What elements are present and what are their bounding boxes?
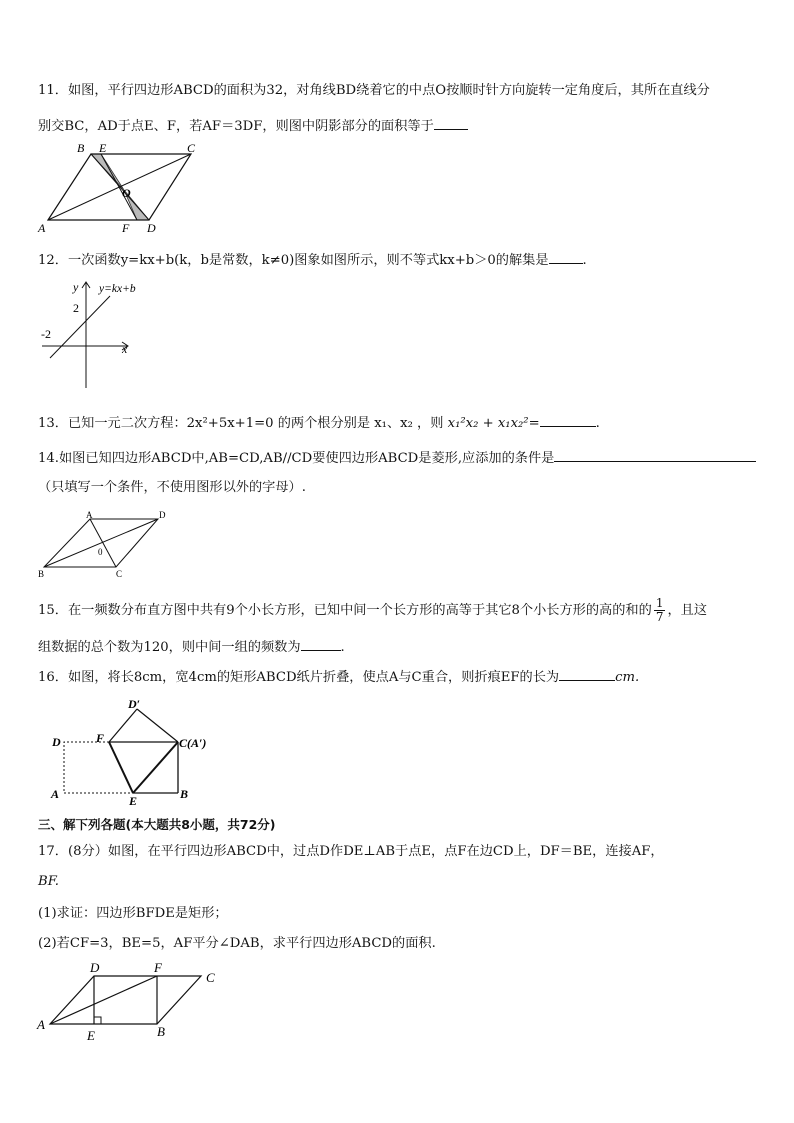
q14-diagonal-ac bbox=[90, 519, 116, 567]
q14-label-o: 0 bbox=[98, 547, 103, 557]
q17-label-c: C bbox=[206, 970, 215, 985]
q15-line2-text: 组数据的总个数为120，则中间一组的频数为 bbox=[38, 640, 301, 655]
q16-label-b: B bbox=[180, 787, 189, 801]
q17-label-b: B bbox=[157, 1024, 165, 1039]
q16-answer-blank[interactable] bbox=[559, 666, 615, 681]
q13-answer-blank[interactable] bbox=[540, 412, 596, 427]
q11-answer-blank[interactable] bbox=[434, 115, 468, 130]
q14-line2: （只填写一个条件，不使用图形以外的字母）. bbox=[38, 480, 306, 495]
q16-label-d-prime: D′ bbox=[128, 697, 141, 711]
q12-line bbox=[38, 249, 587, 270]
q16-edge-fd-prime bbox=[109, 709, 137, 742]
q13-line bbox=[38, 412, 600, 433]
q12-end: . bbox=[582, 253, 587, 268]
q15-text-post: ，且这 bbox=[667, 603, 708, 618]
q12-linear-function-graph bbox=[38, 278, 158, 390]
q15-frac-den: 7 bbox=[655, 610, 664, 624]
q17-label-d: D bbox=[90, 960, 100, 975]
q16-text: 16．如图，将长8cm，宽4cm的矩形ABCD纸片折叠，使点A与C重合，则折痕EF的长为 bbox=[38, 670, 560, 685]
q14-label-a: A bbox=[86, 510, 93, 520]
q11-line-ef bbox=[101, 154, 137, 220]
q16-crease-ef bbox=[109, 742, 133, 793]
q14-answer-blank[interactable] bbox=[554, 447, 756, 462]
q13-pre: 13．已知一元二次方程：2x²+5x+1=0 的两个根分别是 x₁、x₂ ，则 bbox=[38, 416, 444, 431]
q11-parallelogram-figure bbox=[36, 140, 206, 235]
q16-unit: cm. bbox=[615, 670, 640, 685]
q16-label-d: D bbox=[52, 735, 61, 749]
q17-label-e: E bbox=[87, 1028, 95, 1043]
q11-label-e: E bbox=[99, 141, 107, 155]
q16-edge-ec bbox=[133, 742, 178, 793]
q17-part2: (2)若CF=3，BE=5，AF平分∠DAB，求平行四边形ABCD的面积. bbox=[38, 936, 436, 951]
q13-expr-a: x₁²x₂ bbox=[447, 416, 479, 431]
q11-line2 bbox=[38, 115, 468, 136]
q13-eq: = bbox=[528, 416, 540, 431]
q17-part1: (1)求证：四边形BFDE是矩形； bbox=[38, 906, 228, 921]
q14-text: 14.如图已知四边形ABCD中,AB=CD,AB//CD要使四边形ABCD是菱形,应添加的条件是 bbox=[38, 451, 555, 466]
q12-label-neg2: -2 bbox=[41, 327, 51, 341]
q14-diagonal-bd bbox=[44, 519, 158, 567]
q14-line1 bbox=[38, 447, 756, 468]
q11-label-f: F bbox=[122, 221, 130, 235]
q17-line2: BF. bbox=[38, 874, 59, 889]
q16-label-a: A bbox=[51, 787, 60, 801]
q17-parallelogram bbox=[50, 976, 201, 1024]
section3-heading: 三、解下列各题(本大题共8小题，共72分) bbox=[38, 817, 276, 832]
q16-label-e: E bbox=[129, 794, 138, 807]
q13-expr-b: x₁x₂² bbox=[497, 416, 529, 431]
q14-label-d: D bbox=[159, 510, 166, 520]
q17-line1: 17．(8分）如图，在平行四边形ABCD中，过点D作DE⊥AB于点E，点F在边CD上，DF＝BE，连接AF， bbox=[38, 844, 664, 859]
q15-line2 bbox=[38, 636, 345, 657]
q16-edge-d-prime-c bbox=[137, 709, 178, 742]
q17-label-a: A bbox=[37, 1017, 45, 1032]
q17-label-f: F bbox=[154, 960, 162, 975]
q12-label-line: y=kx+b bbox=[99, 283, 136, 295]
q15-fraction bbox=[654, 597, 666, 624]
q12-label-2: 2 bbox=[73, 301, 79, 315]
q12-answer-blank[interactable] bbox=[549, 249, 583, 264]
q15-frac-num: 1 bbox=[655, 596, 664, 610]
q13-plus: + bbox=[482, 416, 494, 431]
q11-label-d: D bbox=[147, 221, 156, 235]
q15-line1 bbox=[38, 597, 707, 624]
q15-answer-blank[interactable] bbox=[301, 636, 341, 651]
q11-label-b: B bbox=[77, 141, 85, 155]
q12-label-x: x bbox=[122, 342, 128, 356]
q12-text: 12．一次函数y=kx+b(k，b是常数，k≠0)图象如图所示，则不等式kx+b＞0的解集是 bbox=[38, 253, 549, 268]
q13-end: . bbox=[595, 416, 600, 431]
q12-function-line bbox=[50, 296, 110, 358]
q11-label-a: A bbox=[38, 221, 46, 235]
q11-label-c: C bbox=[187, 141, 196, 155]
q11-label-o: O bbox=[122, 186, 131, 200]
q16-label-f: F bbox=[96, 731, 105, 745]
q16-line bbox=[38, 666, 639, 687]
q17-right-angle-mark bbox=[94, 1017, 101, 1024]
q17-parallelogram-figure bbox=[36, 956, 226, 1046]
q14-label-c: C bbox=[116, 569, 123, 579]
q15-text: 15．在一频数分布直方图中共有9个小长方形，已知中间一个长方形的高等于其它8个小长方形的高的和的 bbox=[38, 603, 652, 618]
q15-end: . bbox=[340, 640, 345, 655]
q11-line2-text: 别交BC，AD于点E、F，若AF＝3DF，则图中阴影部分的面积等于 bbox=[38, 119, 434, 134]
q16-label-c-a-prime: C(A′) bbox=[179, 736, 207, 750]
q12-label-y: y bbox=[73, 280, 79, 294]
q17-segment-af bbox=[50, 976, 157, 1024]
q14-quadrilateral-figure bbox=[36, 509, 176, 581]
q14-label-b: B bbox=[38, 569, 45, 579]
q16-folded-rectangle-figure bbox=[48, 695, 228, 807]
q11-diagonal-bd bbox=[91, 154, 149, 220]
q16-original-outline bbox=[64, 742, 133, 793]
q11-line1: 11．如图，平行四边形ABCD的面积为32，对角线BD绕着它的中点O按顺时针方向旋转一定角度后，其所在直线分 bbox=[38, 83, 710, 98]
